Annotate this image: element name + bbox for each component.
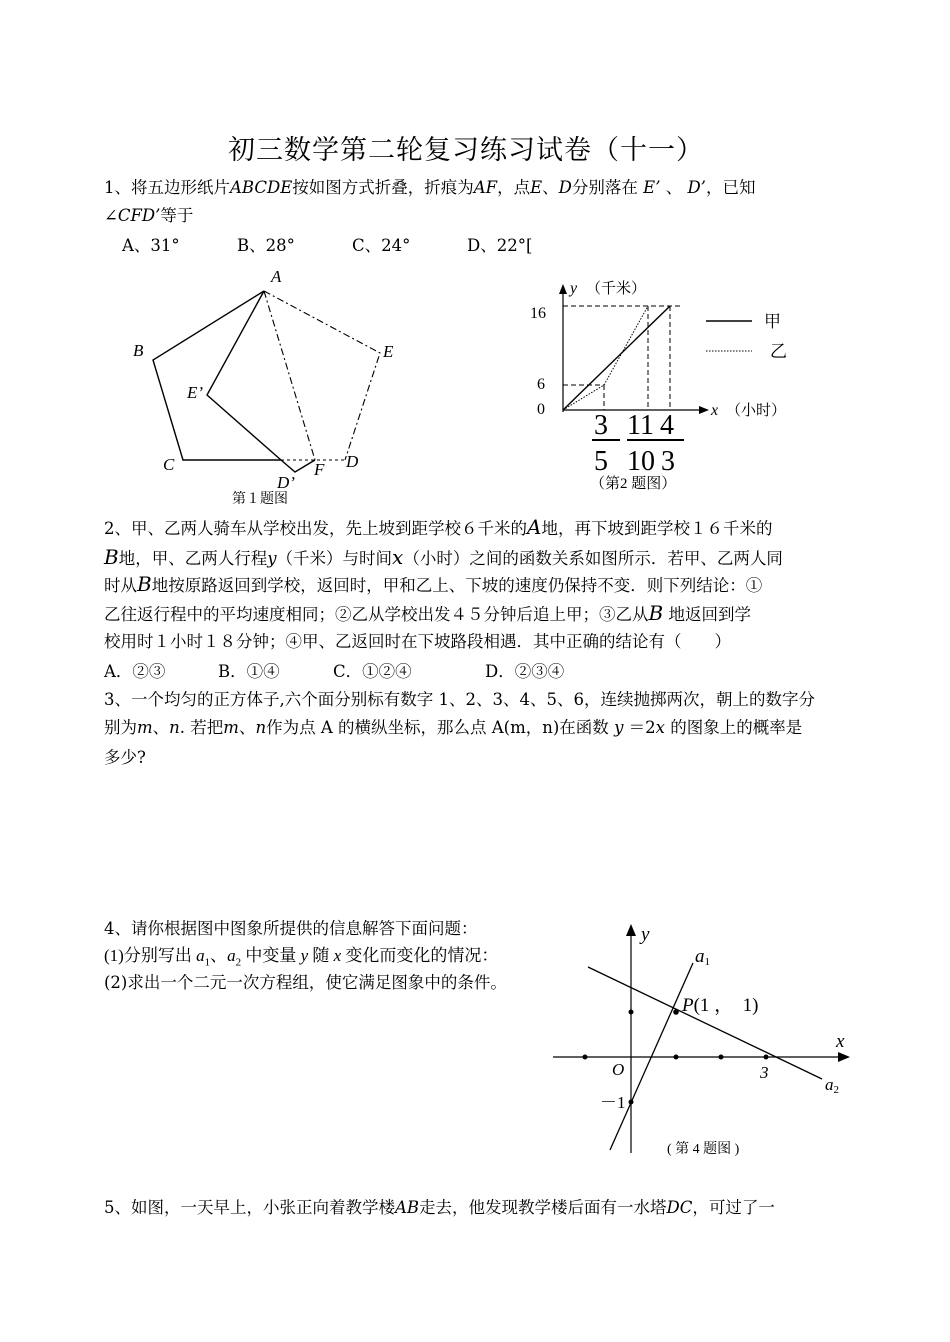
frac3-den: 3: [661, 446, 675, 477]
q2-text: 地按原路返回到学校，返回时，甲和乙上、下坡的速度仍保持不变．则下列结论：①: [151, 576, 763, 595]
q2-math: B: [137, 572, 152, 596]
q2-text: 地返回到学: [668, 605, 751, 624]
q3-math: m: [137, 718, 153, 737]
q2-text: 2、甲、乙两人骑车从学校出发，先上坡到距学校６千米的: [104, 519, 527, 538]
legend-yi: 乙: [770, 342, 787, 361]
q1-text: 等于: [160, 206, 194, 225]
q5-math: AB: [395, 1198, 420, 1217]
q1-math: D’: [687, 178, 706, 197]
tick-dot: [629, 1010, 634, 1015]
q2-line2: [104, 545, 783, 571]
tick-dot: [583, 1055, 588, 1060]
q1-line2: [104, 204, 193, 228]
q3-text: 别为: [104, 718, 137, 737]
q1-line1: [104, 176, 755, 200]
figure1-caption: 第１题图: [232, 492, 288, 507]
q4-coordinate-figure: [545, 915, 860, 1165]
frac2-den: 10: [627, 446, 655, 477]
y-tick-16: 16: [530, 305, 546, 322]
q3-line1: 3、一个均匀的正方体子,六个面分别标有数字 1、2、3、4、5、6，连续抛掷两次，朝上的数字分: [104, 690, 815, 709]
folded-edge: [207, 291, 315, 472]
q4-math: a: [196, 946, 205, 965]
q2-option-b: B．①④: [218, 662, 280, 681]
q2-line5: 校用时１小时１８分钟；④甲、乙返回时在下坡路段相遇．其中正确的结论有（ ）: [104, 632, 731, 651]
line-yi: [563, 306, 648, 410]
q4-math: y: [300, 946, 309, 965]
fold-line-af: [264, 291, 315, 460]
tick-dot: [629, 1100, 634, 1105]
legend-jia: 甲: [764, 312, 781, 331]
q4-line2: [104, 944, 498, 974]
q4-text: 变化而变化的情况：: [341, 946, 499, 965]
y-unit: （千米）: [586, 281, 647, 297]
q2-math: A: [527, 515, 542, 539]
x-unit: （小时）: [726, 403, 787, 419]
q4-sub: 1: [204, 956, 211, 969]
q5-text: 走去，他发现教学楼后面有一水塔: [419, 1198, 667, 1217]
q3-math: n: [169, 718, 180, 737]
q2-text: （小时）之间的函数关系如图所示．若甲、乙两人同: [403, 549, 783, 568]
q2-math: x: [392, 545, 404, 569]
q2-graph-figure: [520, 270, 820, 495]
q4-math: x: [333, 946, 342, 965]
q1-text: 分别落在: [571, 178, 638, 197]
origin-label: O: [612, 1060, 625, 1079]
original-edge: [264, 291, 380, 460]
q1-text: 按如图方式折叠，折痕为: [292, 178, 474, 197]
q3-math: x: [655, 718, 665, 737]
q2-text: 地，再下坡到距学校１６千米的: [541, 519, 773, 538]
q2-text: 时从: [104, 576, 137, 595]
q5-math: DC: [666, 1198, 693, 1217]
q3-text: ＝2: [623, 718, 656, 737]
label-a: A: [271, 267, 282, 286]
label-d: D: [346, 452, 359, 471]
x-label: x: [711, 402, 719, 419]
q3-text: . 若把: [179, 718, 224, 737]
frac2-num: 11: [627, 410, 654, 441]
tick-dot: [719, 1055, 724, 1060]
q1-text: 1、将五边形纸片: [104, 178, 230, 197]
q4-line1: 4、请你根据图中图象所提供的信息解答下面问题：: [104, 919, 478, 938]
q2-line3: [104, 572, 762, 598]
q3-math: n: [255, 718, 267, 737]
q5-text: ，可过了一: [692, 1198, 775, 1217]
label-f: F: [314, 460, 325, 479]
point-p: [673, 1009, 679, 1015]
q3-text: 、: [152, 718, 170, 737]
q4-sub: 2: [235, 956, 242, 969]
q1-math: D: [558, 178, 572, 197]
q2-option-c: C．①②④: [333, 662, 412, 681]
tick-dot: [674, 1055, 679, 1060]
frac1-den: 5: [594, 446, 608, 477]
a2-letter: a: [825, 1075, 834, 1094]
q3-math: y: [614, 718, 624, 737]
p-letter: P: [682, 995, 694, 1016]
line-jia: [563, 306, 670, 410]
figure2-caption: （第2 题图）: [590, 476, 677, 492]
y-label: y: [570, 280, 578, 297]
q2-math: B: [104, 545, 119, 569]
x-axis-arrow: [838, 1052, 850, 1062]
q4-text: (1)分别写出: [104, 946, 197, 965]
q1-math: AF: [473, 178, 498, 197]
label-e: E: [383, 342, 394, 361]
q2-line4: [104, 601, 751, 627]
tick-dot: [764, 1055, 769, 1060]
y-tick-6: 6: [537, 376, 545, 393]
q3-line2: [104, 716, 802, 740]
q1-text: ，已知: [705, 178, 756, 197]
q1-text: 、: [665, 178, 683, 197]
label-c: C: [163, 455, 175, 474]
q3-line3: 多少?: [104, 748, 146, 767]
q3-text: 作为点 A 的横纵坐标，那么点 A(m，n)在函数: [266, 718, 609, 737]
y-label: y: [641, 924, 650, 945]
q2-text: 乙往返行程中的平均速度相同；②乙从学校出发４５分钟后追上甲；③乙从: [104, 605, 649, 624]
tick-minus1-label: －1: [600, 1093, 626, 1112]
a1-label: [695, 946, 710, 968]
p-coords: (1 ， 1): [693, 995, 759, 1016]
q1-math: E’: [643, 178, 661, 197]
q2-option-a: A．②③: [104, 662, 166, 681]
q2-math: B: [648, 601, 664, 625]
a2-sub: 2: [833, 1084, 839, 1096]
q1-pentagon-figure: [120, 265, 394, 510]
q2-line1: [104, 515, 772, 541]
label-e-prime: E’: [187, 383, 204, 402]
q3-math: m: [223, 718, 239, 737]
q2-text: 地，甲、乙两人行程: [118, 549, 268, 568]
y-axis-arrow: [559, 284, 567, 294]
q5-text: 5、如图，一天早上，小张正向着教学楼: [104, 1198, 395, 1217]
a1-sub: 1: [704, 956, 710, 968]
figure4-caption: ( 第 4 题图 ): [667, 1142, 740, 1157]
p-label: [681, 995, 759, 1016]
q1-option-a: A、31°: [122, 236, 180, 255]
q4-text: 随: [308, 946, 334, 965]
q4-text: 中变量: [241, 946, 301, 965]
page-title: 初三数学第二轮复习练习试卷（十一）: [228, 135, 704, 166]
q1-option-d: D、22°[: [467, 236, 533, 255]
tick-3-label: 3: [760, 1063, 769, 1082]
q4-text: 、: [210, 946, 228, 965]
x-axis-arrow: [699, 406, 709, 414]
q1-text: 、: [542, 178, 559, 197]
q4-line3: (2)求出一个二元一次方程组，使它满足图象中的条件。: [104, 973, 507, 992]
origin-label: 0: [537, 401, 545, 418]
a2-label: [825, 1075, 839, 1096]
q3-text: 的图象上的概率是: [664, 718, 803, 737]
x-label: x: [836, 1031, 845, 1052]
q1-text: ，点: [497, 178, 531, 197]
q5-line1: [104, 1196, 775, 1220]
q2-option-d: D．②③④: [485, 662, 565, 681]
q2-math: y: [267, 549, 277, 568]
q1-math: ABCDE: [230, 178, 293, 197]
q1-math: ∠CFD’: [104, 206, 161, 225]
y-axis-arrow: [626, 924, 636, 936]
frac3-num: 4: [660, 410, 674, 441]
a1-letter: a: [695, 946, 705, 967]
frac1-num: 3: [594, 410, 608, 441]
q4-math: a: [227, 946, 236, 965]
q2-text: （千米）与时间: [276, 549, 393, 568]
q1-math: E: [530, 178, 543, 197]
q1-option-c: C、24°: [352, 236, 411, 255]
q1-option-b: B、28°: [237, 236, 295, 255]
q3-text: 、: [238, 718, 256, 737]
label-d-prime: D’: [277, 473, 295, 492]
label-b: B: [133, 341, 144, 360]
